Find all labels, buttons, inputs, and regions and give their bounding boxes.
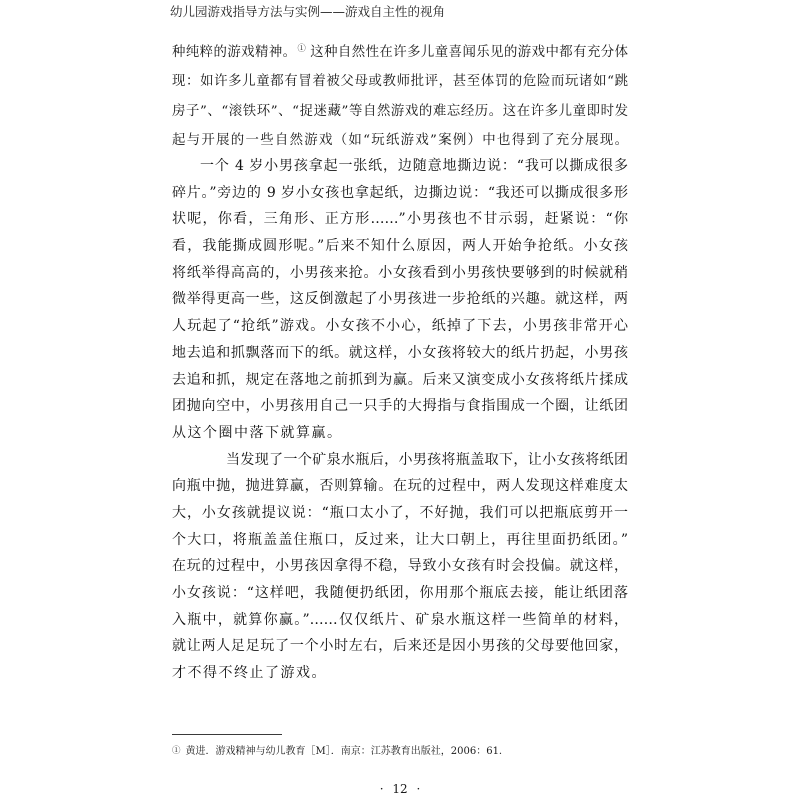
- paragraph-line: 碎片。”旁边的 9 岁小女孩也拿起纸，边撕边说：“我还可以撕成很多形: [172, 184, 628, 201]
- paragraph-line: 就让两人足足玩了一个小时左右，后来还是因小男孩的父母要他回家，: [172, 638, 628, 655]
- paragraph-line: 在玩的过程中，小男孩因拿得不稳，导致小女孩有时会投偏。就这样，: [172, 558, 628, 575]
- page-number: · 12 ·: [379, 782, 421, 796]
- paragraph-line: 地去追和抓飘落而下的纸。就这样，小女孩将较大的纸片扔起，小男孩: [172, 344, 628, 361]
- footnote-citation: 黄进．游戏精神与幼儿教育［M］．南京：江苏教育出版社，2006：61.: [185, 746, 503, 757]
- footnote: [172, 745, 502, 759]
- paragraph-line: 看，我能撕成圆形呢。”后来不知什么原因，两人开始争抢纸。小女孩: [172, 238, 628, 255]
- paragraph-line: 入瓶中，就算你赢。”……仅仅纸片、矿泉水瓶这样一些简单的材料，: [172, 611, 628, 628]
- case-study: [172, 153, 628, 687]
- paragraph-line: 房子”、“滚铁环”、“捉迷藏”等自然游戏的难忘经历。这在许多儿童即时发: [172, 103, 628, 119]
- line-text: 这种自然性在许多儿童喜闻乐见的游戏中都有充分体: [310, 45, 628, 60]
- paragraph-line: 大，小女孩就提议说：“瓶口太小了，不好抛，我们可以把瓶底剪开一: [172, 504, 628, 521]
- paragraph-line: 个大口，将瓶盖盖住瓶口，反过来，让大口朝上，再往里面扔纸团。”: [172, 531, 628, 548]
- running-head: 幼儿园游戏指导方法与实例——游戏自主性的视角: [170, 4, 446, 19]
- paragraph-line: 团抛向空中，小男孩用自己一只手的大拇指与食指围成一个圈，让纸团: [172, 398, 628, 415]
- case-paragraph: [172, 153, 628, 447]
- paragraph-line: 一个 4 岁小男孩拿起一张纸，边随意地撕边说：“我可以撕成很多: [200, 158, 628, 174]
- footnote-ref: ①: [297, 43, 307, 54]
- paragraph-line: 微举得更高一些，这反倒激起了小男孩进一步抢纸的兴趣。就这样，两: [172, 291, 628, 308]
- case-paragraph: [172, 447, 628, 687]
- footnote-marker: ①: [172, 746, 181, 756]
- paragraph-line: 去追和抓，规定在落地之前抓到为赢。后来又演变成小女孩将纸片揉成: [172, 371, 628, 388]
- intro-paragraph: [172, 38, 628, 155]
- paragraph-line: 才不得不终止了游戏。: [172, 665, 327, 682]
- paragraph-line: 将纸举得高高的，小男孩来抢。小女孩看到小男孩快要够到的时候就稍: [172, 264, 628, 281]
- paragraph-line: [172, 38, 628, 67]
- paragraph-line: 起与开展的一些自然游戏（如“玩纸游戏”案例）中也得到了充分展现。: [172, 132, 628, 148]
- paragraph-line: 从这个圈中落下就算赢。: [172, 424, 343, 441]
- paragraph-line: 向瓶中抛，抛进算赢，否则算输。在玩的过程中，两人发现这样难度太: [172, 478, 628, 495]
- line-text: 种纯粹的游戏精神。: [172, 45, 297, 60]
- footnote-divider: [172, 734, 282, 735]
- paragraph-line: 当发现了一个矿泉水瓶后，小男孩将瓶盖取下，让小女孩将纸团: [226, 451, 628, 468]
- paragraph-line: 小女孩说：“这样吧，我随便扔纸团，你用那个瓶底去接，能让纸团落: [172, 585, 628, 601]
- paragraph-line: 现：如许多儿童都有冒着被父母或教师批评，甚至体罚的危险而玩诸如“跳: [172, 74, 628, 90]
- paragraph-line: 状呢，你看，三角形、正方形……”小男孩也不甘示弱，赶紧说：“你: [172, 211, 628, 228]
- paragraph-line: 人玩起了“抢纸”游戏。小女孩不小心，纸掉了下去，小男孩非常开心: [172, 318, 628, 335]
